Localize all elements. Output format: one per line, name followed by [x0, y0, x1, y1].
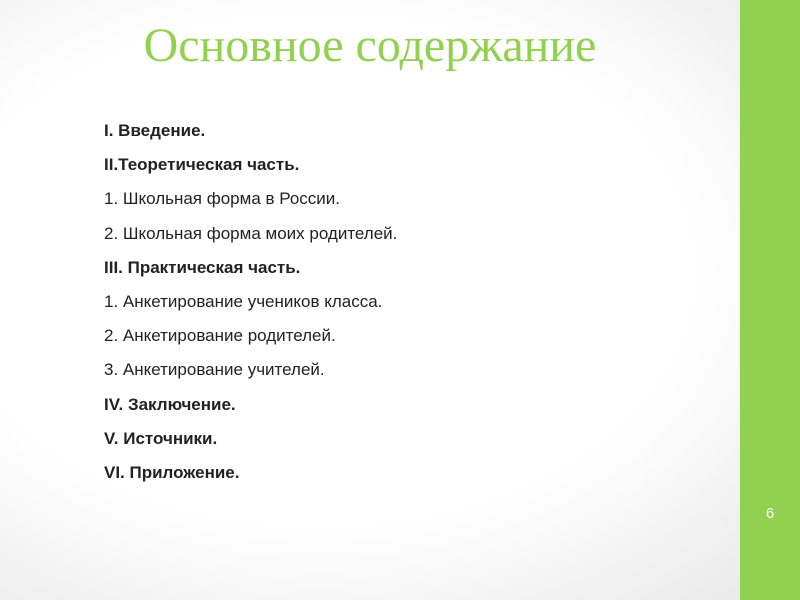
- list-item: 3. Анкетирование учителей.: [104, 360, 325, 380]
- contents-list: [104, 114, 397, 490]
- list-item: 2. Анкетирование родителей.: [104, 326, 336, 346]
- page-number: 6: [765, 505, 775, 522]
- list-item: II.Теоретическая часть.: [104, 155, 300, 175]
- list-item: VI. Приложение.: [104, 463, 240, 483]
- slide-title: Основное содержание: [143, 19, 597, 72]
- list-item: 2. Школьная форма моих родителей.: [104, 223, 398, 243]
- list-item: III. Практическая часть.: [104, 257, 301, 277]
- list-item: V. Источники.: [104, 428, 218, 448]
- list-item: 1. Школьная форма в России.: [104, 189, 341, 209]
- list-item: 1. Анкетирование учеников класса.: [104, 292, 383, 312]
- list-item: IV. Заключение.: [104, 394, 236, 414]
- list-item: I. Введение.: [104, 121, 206, 140]
